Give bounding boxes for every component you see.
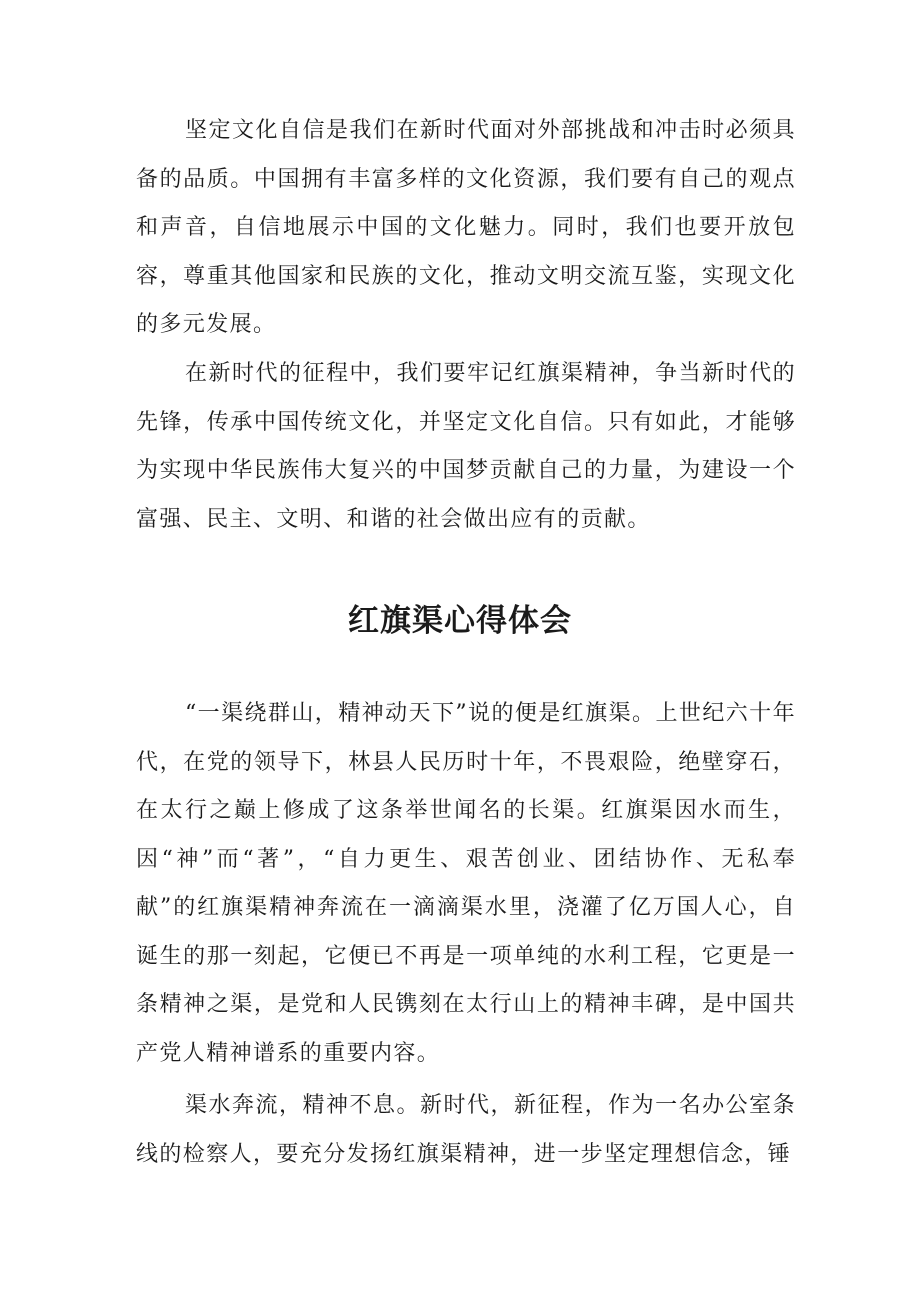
- section-title: 红旗渠心得体会: [348, 603, 572, 639]
- body-paragraph: “一渠绕群山，精神动天下”说的便是红旗渠。上世纪六十年代，在党的领导下，林县人民历时十年，不畏艰险，绝壁穿石，在太行之巅上修成了这条举世闻名的长渠。红旗渠因水而生，因“神”而“著”，“自力更生、艰苦创业、团结协作、无私奉献”的红旗渠精神奔流在一滴滴渠水里，浇灌了亿万国人心，自诞生的那一刻起，它便已不再是一项单纯的水利工程，它更是一条精神之渠，是党和人民镌刻在太行山上的精神丰碑，是中国共产党人精神谱系的重要内容。: [136, 701, 796, 1066]
- body-paragraph: 渠水奔流，精神不息。新时代，新征程，作为一名办公室条线的检察人，要充分发扬红旗渠精神，进一步坚定理想信念，锤: [136, 1093, 796, 1167]
- body-paragraph: 坚定文化自信是我们在新时代面对外部挑战和冲击时必须具备的品质。中国拥有丰富多样的文化资源，我们要有自己的观点和声音，自信地展示中国的文化魅力。同时，我们也要开放包容，尊重其他国家和民族的文化，推动文明交流互鉴，实现文化的多元发展。: [136, 118, 796, 337]
- body-paragraph: 在新时代的征程中，我们要牢记红旗渠精神，争当新时代的先锋，传承中国传统文化，并坚定文化自信。只有如此，才能够为实现中华民族伟大复兴的中国梦贡献自己的力量，为建设一个富强、民主、文明、和谐的社会做出应有的贡献。: [136, 361, 796, 532]
